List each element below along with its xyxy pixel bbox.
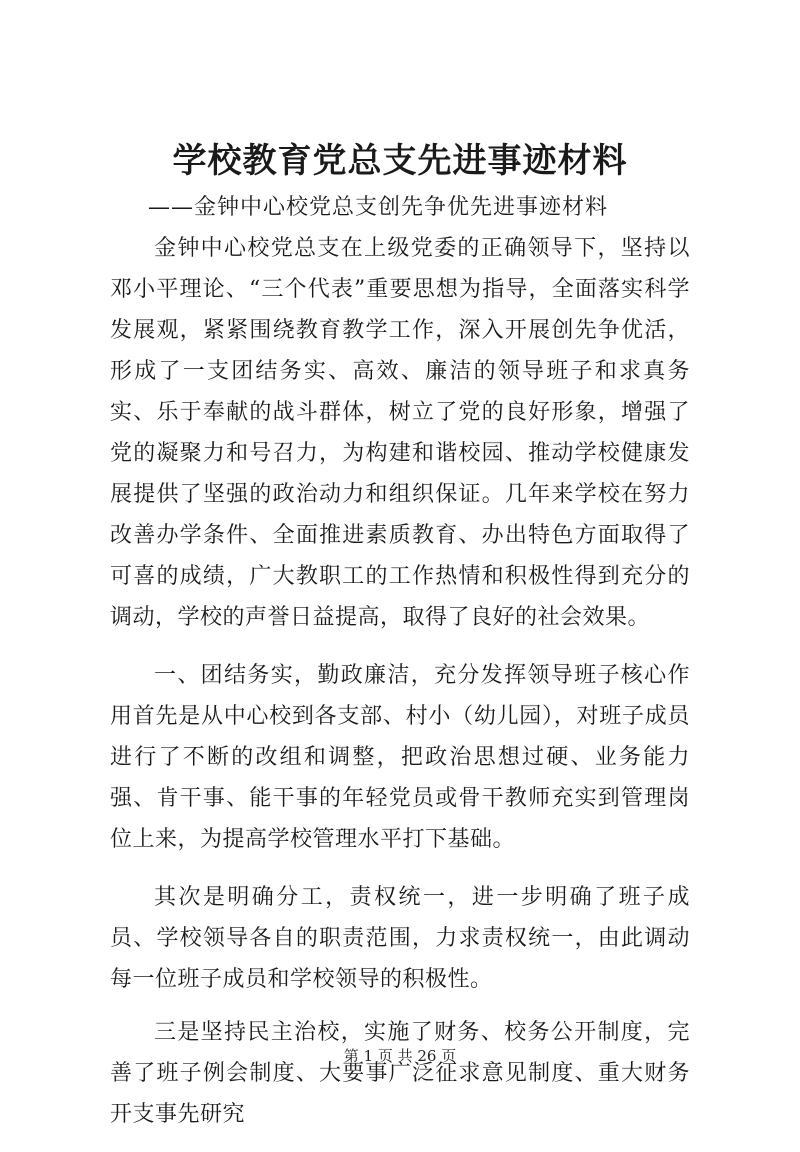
document-body	[110, 228, 690, 1152]
document-subtitle: ——金钟中心校党总支创先争优先进事迹材料	[148, 195, 609, 220]
document-title: 学校教育党总支先进事迹材料	[172, 141, 628, 181]
paragraph-section-one: 一、团结务实，勤政廉洁，充分发挥领导班子核心作用首先是从中心校到各支部、村小（幼儿园），对班子成员进行了不断的改组和调整，把政治思想过硬、业务能力强、肯干事、能干事的年轻党员或骨干教师充实到管理岗位上来，为提高学校管理水平打下基础。	[110, 663, 690, 852]
paragraph-intro: 金钟中心校党总支在上级党委的正确领导下，坚持以邓小平理论、“三个代表”重要思想为指导，全面落实科学发展观，紧紧围绕教育教学工作，深入开展创先争优活，形成了一支团结务实、高效、廉洁的领导班子和求真务实、乐于奉献的战斗群体，树立了党的良好形象，增强了党的凝聚力和号召力，为构建和谐校园、推动学校健康发展提供了坚强的政治动力和组织保证。几年来学校在努力改善办学条件、全面推进素质教育、办出特色方面取得了可喜的成绩，广大教职工的工作热情和积极性得到充分的调动，学校的声誉日益提高，取得了良好的社会效果。	[110, 236, 690, 630]
paragraph-third-point: 三是坚持民主治校，实施了财务、校务公开制度，完善了班子例会制度、大要事广泛征求意见制度、重大财务开支事先研究	[110, 1020, 690, 1127]
page-number-footer: 第 1 页 共 26 页	[343, 1047, 457, 1065]
paragraph-second-point: 其次是明确分工，责权统一，进一步明确了班子成员、学校领导各自的职责范围，力求责权统一，由此调动每一位班子成员和学校领导的积极性。	[110, 885, 690, 992]
